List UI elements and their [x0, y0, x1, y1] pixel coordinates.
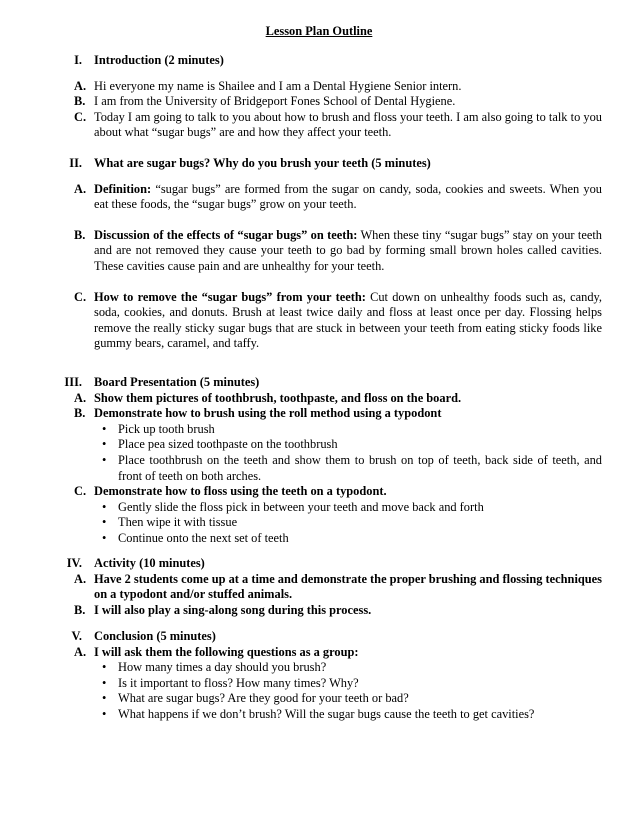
list-item: C. Today I am going to talk to you about how to brush and floss your teeth. I am also going to talk to you about what “sugar bugs” are and how they affect your teeth. — [74, 109, 602, 140]
list-item: C. Demonstrate how to floss using the teeth on a typodont. — [74, 484, 387, 499]
bullet-item: • What are sugar bugs? Are they good for your teeth or bad? — [102, 691, 409, 706]
section-sugar-bugs — [62, 156, 602, 352]
list-item: B. Demonstrate how to brush using the roll method using a typodont — [74, 406, 442, 421]
bullet-item: • Gently slide the floss pick in between your teeth and move back and forth — [102, 499, 484, 514]
list-item: A. Have 2 students come up at a time and demonstrate the proper brushing and flossing techniques on a typodont and/or stuffed animals. — [74, 571, 602, 602]
section-introduction — [62, 53, 602, 141]
list-item: B. I am from the University of Bridgeport Fones School of Dental Hygiene. — [74, 94, 456, 109]
section-heading: III. Board Presentation (5 minutes) — [64, 375, 260, 389]
list-item: C. How to remove the “sugar bugs” from your teeth: Cut down on unhealthy foods such as, candy, soda, cookies, and donuts. Brush at least twice daily and floss at least once per day. Flossing helps remove the really sticky sugar bugs that are stuck in between your teeth from eating sticky foods like gummy bears, caramel, and taffy. — [74, 289, 602, 351]
bullet-item: • Is it important to floss? How many times? Why? — [102, 675, 359, 690]
list-item: B. Discussion of the effects of “sugar bugs” on teeth: When these tiny “sugar bugs” stay on your teeth and are not removed they cause your teeth to go bad by forming small brown holes called cavities. These cavities cause pain and are unhealthy for your teeth. — [74, 227, 602, 273]
section-conclusion — [62, 629, 602, 723]
bullet-item: • Place toothbrush on the teeth and show them to brush on top of teeth, back side of teeth, and front of teeth on both arches. — [102, 452, 602, 483]
section-heading: II. What are sugar bugs? Why do you brush your teeth (5 minutes) — [69, 156, 431, 170]
bullet-item: • How many times a day should you brush? — [102, 660, 327, 675]
list-item: B. I will also play a sing-along song during this process. — [74, 602, 372, 617]
section-heading: V. Conclusion (5 minutes) — [71, 629, 216, 643]
list-item: A. Hi everyone my name is Shailee and I am a Dental Hygiene Senior intern. — [74, 78, 462, 93]
bullet-item: • Continue onto the next set of teeth — [102, 530, 289, 545]
section-activity — [62, 556, 602, 618]
section-heading: I. Introduction (2 minutes) — [74, 53, 224, 67]
list-item: A. Show them pictures of toothbrush, toothpaste, and floss on the board. — [74, 390, 462, 405]
bullet-item: • What happens if we don’t brush? Will the sugar bugs cause the teeth to get cavities? — [102, 706, 535, 721]
page-title: Lesson Plan Outline — [265, 24, 373, 38]
bullet-item: • Pick up tooth brush — [102, 421, 215, 436]
section-heading: IV. Activity (10 minutes) — [66, 556, 205, 570]
list-item: A. I will ask them the following questions as a group: — [74, 644, 359, 659]
section-board-presentation — [62, 375, 602, 547]
bullet-item: • Place pea sized toothpaste on the toothbrush — [102, 437, 338, 452]
bullet-item: • Then wipe it with tissue — [102, 515, 238, 530]
list-item: A. Definition: “sugar bugs” are formed from the sugar on candy, soda, cookies and sweets. When you eat these foods, the “sugar bugs” grow on your teeth. — [74, 181, 602, 212]
